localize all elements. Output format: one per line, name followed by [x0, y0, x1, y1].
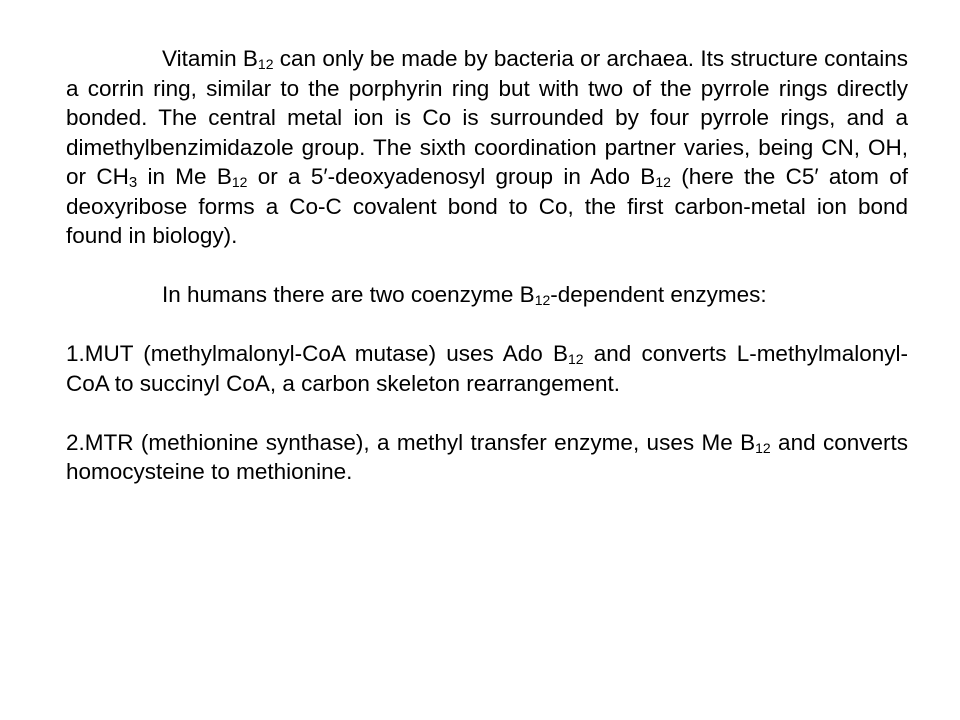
paragraph-mtr-enzyme	[66, 428, 908, 487]
text-run: in Me B	[137, 164, 232, 189]
paragraph-mut-enzyme	[66, 339, 908, 398]
subscript: 12	[567, 351, 584, 367]
text-run: Vitamin B	[162, 46, 258, 71]
text-run: (here the C5′ atom of deoxyribose forms a Co-C covalent bond to Co, the first carbon-metal ion bond found in biology).	[66, 164, 908, 248]
subscript: 3	[128, 174, 138, 191]
slide-text-body	[66, 44, 908, 487]
text-run: can only be made by bacteria or archaea. Its structure contains a corrin ring, similar to the porphyrin ring but with two of the pyrrole rings directly bonded. The central metal ion is Co is surrounded by four pyrrole rings, and a dimethylbenzimidazole group. The sixth coordination partner varies, being CN, OH, or CH	[66, 46, 908, 189]
paragraph-vitamin-b12-structure	[66, 44, 908, 251]
subscript: 12	[755, 439, 771, 456]
text-run: and converts L-methylmalonyl-CoA to succinyl CoA, a carbon skeleton rearrangement.	[66, 341, 908, 396]
paragraph-human-enzymes-intro	[66, 280, 908, 310]
text-run: -dependent enzymes:	[550, 282, 767, 307]
subscript: 12	[257, 56, 274, 72]
text-run: or a 5′-deoxyadenosyl group in Ado B	[247, 164, 656, 189]
text-run: 1.MUT (methylmalonyl-CoA mutase) uses Ado B	[66, 341, 568, 366]
subscript: 12	[534, 292, 551, 308]
text-run: and converts homocysteine to methionine.	[66, 429, 909, 484]
text-run: 2.MTR (methionine synthase), a methyl transfer enzyme, uses Me B	[66, 429, 756, 455]
text-run: In humans there are two coenzyme B	[162, 282, 535, 307]
subscript: 12	[231, 174, 248, 190]
subscript: 12	[655, 174, 671, 190]
